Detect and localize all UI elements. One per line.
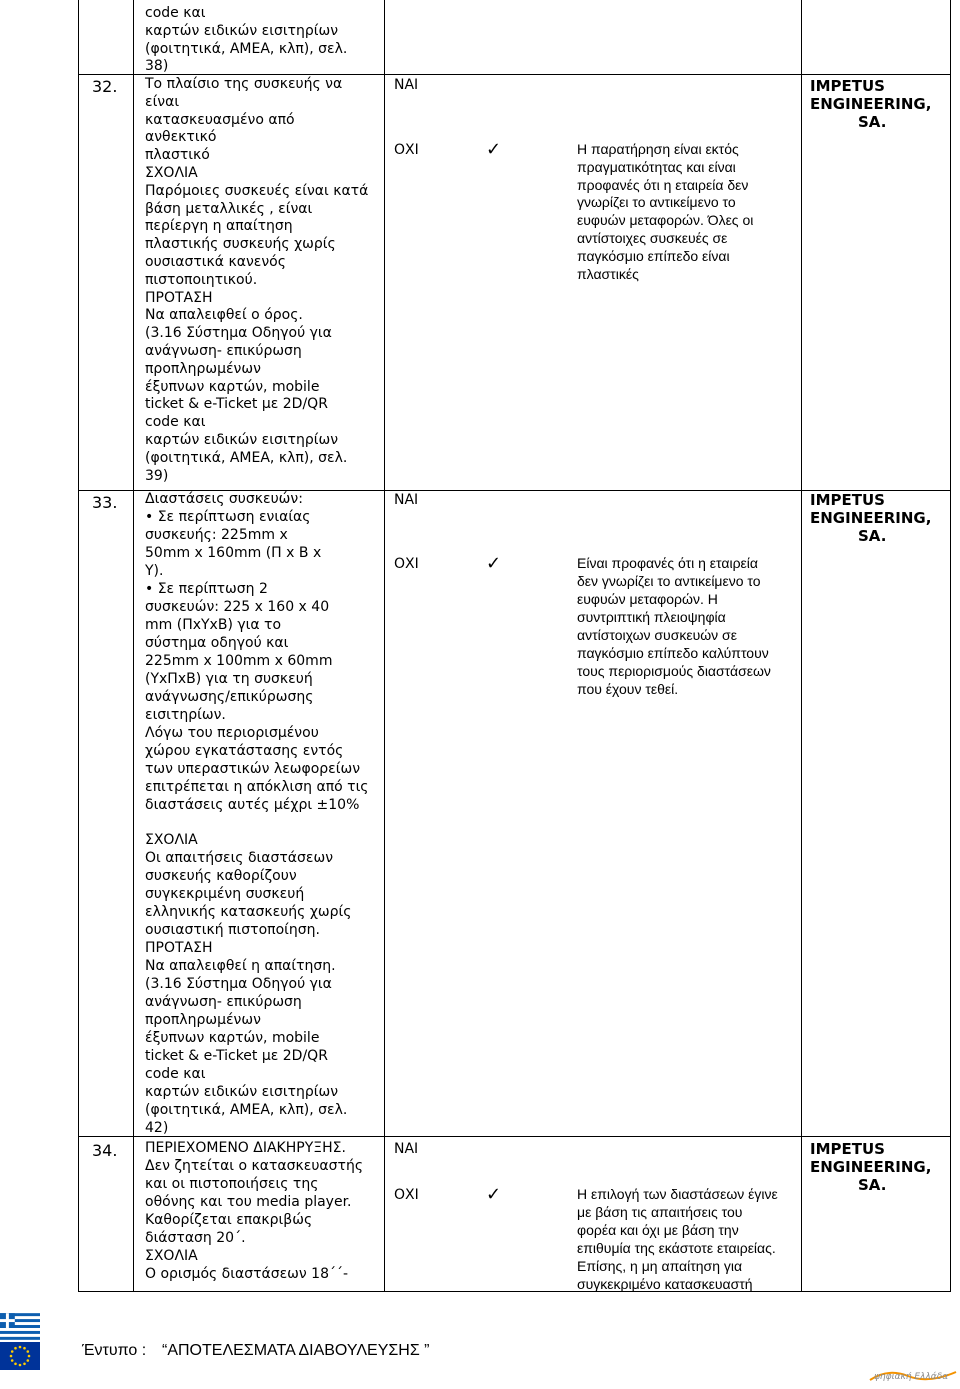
grid-line bbox=[78, 0, 79, 1292]
proposal-line: Υ). bbox=[145, 563, 164, 579]
proposal-line: έξυπνων καρτών, mobile bbox=[145, 378, 320, 395]
proposal-line: σύστημα οδηγού και bbox=[145, 635, 289, 651]
proposal-line: ελληνικής κατασκευής χωρίς bbox=[145, 904, 352, 920]
proposal-line: ticket & e-Ticket με 2D/QR bbox=[145, 1048, 328, 1064]
proposal-line: code και bbox=[145, 1066, 206, 1082]
proposal-line: είναι bbox=[145, 93, 180, 110]
remark-line: πλαστικές bbox=[577, 265, 639, 282]
remark-line: Είναι προφανές ότι η εταιρεία bbox=[577, 555, 758, 571]
proposal-line: Να απαλειφθεί η απαίτηση. bbox=[145, 958, 336, 974]
remark-line: δεν γνωρίζει το αντικείμενο το bbox=[577, 573, 761, 589]
proposal-line: συσκευών: 225 x 160 x 40 bbox=[145, 599, 330, 615]
checkmark-icon: ✓ bbox=[486, 1184, 502, 1205]
proposal-line: (φοιτητικά, ΑΜΕΑ, κλπ), σελ. bbox=[145, 40, 348, 57]
proposal-line: κατασκευασμένο από bbox=[145, 111, 295, 128]
proposal-line: code και bbox=[145, 414, 206, 431]
proposal-line: ουσιαστικά κανενός bbox=[145, 254, 286, 270]
checkmark-icon: ✓ bbox=[486, 139, 502, 160]
organization-line: IMPETUS bbox=[810, 491, 885, 509]
proposal-line: συγκεκριμένη συσκευή bbox=[145, 886, 305, 902]
no-label: ΟΧΙ bbox=[394, 1187, 419, 1203]
organization-line: IMPETUS bbox=[810, 77, 885, 95]
proposal-line: • Σε περίπτωση 2 bbox=[145, 581, 268, 597]
remark-line: Επίσης, η μη απαίτηση για bbox=[577, 1258, 743, 1274]
remark-line: Η παρατήρηση είναι εκτός bbox=[577, 141, 739, 157]
proposal-line: διάσταση 20΄. bbox=[145, 1230, 246, 1246]
logo-text: ψηφιακή Ελλάδα bbox=[874, 1372, 949, 1382]
proposal-line: Λόγω του περιορισμένου bbox=[145, 725, 319, 741]
remark-line: ευφυών μεταφορών. Όλες οι bbox=[577, 212, 754, 229]
row-divider bbox=[78, 74, 951, 75]
remark-line: αντίστοιχες συσκευές σε bbox=[577, 230, 728, 246]
remark-line: συντριπτική πλειοψηφία bbox=[577, 609, 726, 625]
proposal-line: • Σε περίπτωση ενιαίας bbox=[145, 509, 311, 525]
proposal-line: Να απαλειφθεί ο όρος. bbox=[145, 307, 303, 324]
remark-line: παγκόσμιο επίπεδο είναι bbox=[577, 247, 730, 264]
proposal-line: 50mm x 160mm (Π x Β x bbox=[145, 545, 322, 561]
proposal-line: έξυπνων καρτών, mobile bbox=[145, 1030, 320, 1046]
proposal-line: περίεργη η απαίτηση bbox=[145, 218, 293, 235]
remark-line: ευφυών μεταφορών. Η bbox=[577, 591, 718, 607]
proposal-line: προπληρωμένων bbox=[145, 360, 261, 377]
proposal-line: mm (ΠxΥxΒ) για το bbox=[145, 617, 282, 633]
row-divider bbox=[78, 1291, 951, 1292]
remark-line: συγκεκριμένο κατασκευαστή bbox=[577, 1276, 753, 1292]
proposal-line: ανθεκτικό bbox=[145, 129, 217, 146]
proposal-line: 38) bbox=[145, 58, 169, 75]
digital-greece-logo bbox=[868, 1366, 958, 1386]
proposal-line: πλαστικό bbox=[145, 147, 210, 164]
yes-label: ΝΑΙ bbox=[394, 77, 419, 93]
remark-line: παγκόσμιο επίπεδο καλύπτουν bbox=[577, 645, 769, 661]
row-number: 32. bbox=[92, 77, 118, 96]
proposal-line: Οι απαιτήσεις διαστάσεων bbox=[145, 850, 334, 866]
grid-line bbox=[801, 0, 802, 1292]
proposal-line: ΣΧΟΛΙΑ bbox=[145, 832, 198, 848]
proposal-line: ΣΧΟΛΙΑ bbox=[145, 1248, 198, 1264]
proposal-line: εισιτηρίων. bbox=[145, 707, 226, 723]
proposal-line: ΠΡΟΤΑΣΗ bbox=[145, 940, 213, 956]
organization-line: ENGINEERING, bbox=[810, 509, 932, 527]
yes-label: ΝΑΙ bbox=[394, 1141, 419, 1157]
remark-line: τους περιορισμούς διαστάσεων bbox=[577, 663, 771, 679]
proposal-line: 42) bbox=[145, 1120, 169, 1136]
proposal-line: ανάγνωσης/επικύρωσης bbox=[145, 689, 314, 705]
grid-line bbox=[384, 0, 385, 1292]
proposal-line: (φοιτητικά, ΑΜΕΑ, κλπ), σελ. bbox=[145, 1102, 348, 1118]
remark-line: πραγματικότητας και είναι bbox=[577, 158, 736, 175]
organization-line: ENGINEERING, bbox=[810, 95, 932, 113]
proposal-line: ανάγνωση- επικύρωση bbox=[145, 343, 302, 359]
proposal-line: ΣΧΟΛΙΑ bbox=[145, 165, 198, 181]
remark-line: φορέα και όχι με βάση την bbox=[577, 1222, 739, 1238]
proposal-line: 39) bbox=[145, 467, 169, 484]
proposal-line: και οι πιστοποιήσεις της bbox=[145, 1176, 319, 1192]
proposal-line: διαστάσεις αυτές μέχρι ±10% bbox=[145, 797, 360, 813]
proposal-line: (3.16 Σύστημα Οδηγού για bbox=[145, 976, 332, 992]
proposal-line: χώρου εγκατάστασης εντός bbox=[145, 743, 344, 759]
remark-line: που έχουν τεθεί. bbox=[577, 681, 679, 697]
proposal-line: (3.16 Σύστημα Οδηγού για bbox=[145, 325, 332, 342]
remark-line: Η επιλογή των διαστάσεων έγινε bbox=[577, 1186, 778, 1202]
proposal-line: βάση μεταλλικές , είναι bbox=[145, 200, 313, 217]
checkmark-icon: ✓ bbox=[486, 553, 502, 574]
no-label: ΟΧΙ bbox=[394, 556, 419, 572]
proposal-line: προπληρωμένων bbox=[145, 1012, 261, 1028]
proposal-line: Διαστάσεις συσκευών: bbox=[145, 491, 303, 507]
proposal-line: οθόνης και του media player. bbox=[145, 1194, 352, 1210]
proposal-line: ticket & e-Ticket με 2D/QR bbox=[145, 396, 328, 413]
proposal-line: Ο ορισμός διαστάσεων 18΄΄- bbox=[145, 1266, 349, 1282]
greek-flag-icon bbox=[0, 1313, 40, 1340]
remark-line: αντίστοιχων συσκευών σε bbox=[577, 627, 737, 643]
proposal-line: ΠΕΡΙΕΧΟΜΕΝΟ ΔΙΑΚΗΡΥΞΗΣ. bbox=[145, 1140, 346, 1156]
remark-line: γνωρίζει το αντικείμενο το bbox=[577, 194, 736, 211]
proposal-line: πλαστικής συσκευής χωρίς bbox=[145, 236, 336, 253]
organization-line: SA. bbox=[858, 113, 887, 131]
remark-line: προφανές ότι η εταιρεία δεν bbox=[577, 176, 749, 193]
form-label: Έντυπο : bbox=[82, 1342, 147, 1359]
proposal-line: ουσιαστική πιστοποίηση. bbox=[145, 922, 320, 938]
proposal-line: συσκευής καθορίζουν bbox=[145, 868, 297, 884]
proposal-line: πιστοποιητικού. bbox=[145, 271, 258, 288]
proposal-line: (ΥxΠxΒ) για τη συσκευή bbox=[145, 671, 313, 687]
proposal-line: Το πλαίσιο της συσκευής να bbox=[145, 76, 343, 92]
yes-label: ΝΑΙ bbox=[394, 492, 419, 508]
eu-flag-icon bbox=[0, 1342, 40, 1370]
proposal-line: code και bbox=[145, 5, 206, 21]
organization-line: SA. bbox=[858, 1176, 887, 1194]
proposal-line: των υπεραστικών λεωφορείων bbox=[145, 761, 361, 777]
proposal-line: Δεν ζητείται ο κατασκευαστής bbox=[145, 1158, 364, 1174]
proposal-line: καρτών ειδικών εισιτηρίων bbox=[145, 22, 339, 39]
proposal-line: Παρόμοιες συσκευές είναι κατά bbox=[145, 182, 369, 199]
row-divider bbox=[78, 1136, 951, 1137]
organization-line: ENGINEERING, bbox=[810, 1158, 932, 1176]
row-number: 34. bbox=[92, 1141, 118, 1160]
grid-line bbox=[133, 0, 134, 1292]
proposal-line: καρτών ειδικών εισιτηρίων bbox=[145, 1084, 339, 1100]
proposal-line: ανάγνωση- επικύρωση bbox=[145, 994, 302, 1010]
organization-line: IMPETUS bbox=[810, 1140, 885, 1158]
proposal-line: ΠΡΟΤΑΣΗ bbox=[145, 289, 213, 306]
proposal-line: 225mm x 100mm x 60mm bbox=[145, 653, 333, 669]
proposal-line: καρτών ειδικών εισιτηρίων bbox=[145, 432, 339, 448]
remark-line: επιθυμία της εκάστοτε εταιρείας. bbox=[577, 1240, 776, 1256]
proposal-line: επιτρέπεται η απόκλιση από τις bbox=[145, 779, 369, 795]
no-label: ΟΧΙ bbox=[394, 142, 419, 158]
proposal-line: συσκευής: 225mm x bbox=[145, 527, 288, 543]
proposal-line: Καθορίζεται επακριβώς bbox=[145, 1212, 313, 1228]
row-number: 33. bbox=[92, 493, 118, 512]
grid-line bbox=[950, 0, 951, 1292]
organization-line: SA. bbox=[858, 527, 887, 545]
remark-line: με βάση τις απαιτήσεις του bbox=[577, 1204, 743, 1220]
form-title: “ΑΠΟΤΕΛΕΣΜΑΤΑ ΔΙΑΒΟΥΛΕΥΣΗΣ ” bbox=[162, 1342, 430, 1359]
proposal-line: (φοιτητικά, ΑΜΕΑ, κλπ), σελ. bbox=[145, 449, 348, 466]
